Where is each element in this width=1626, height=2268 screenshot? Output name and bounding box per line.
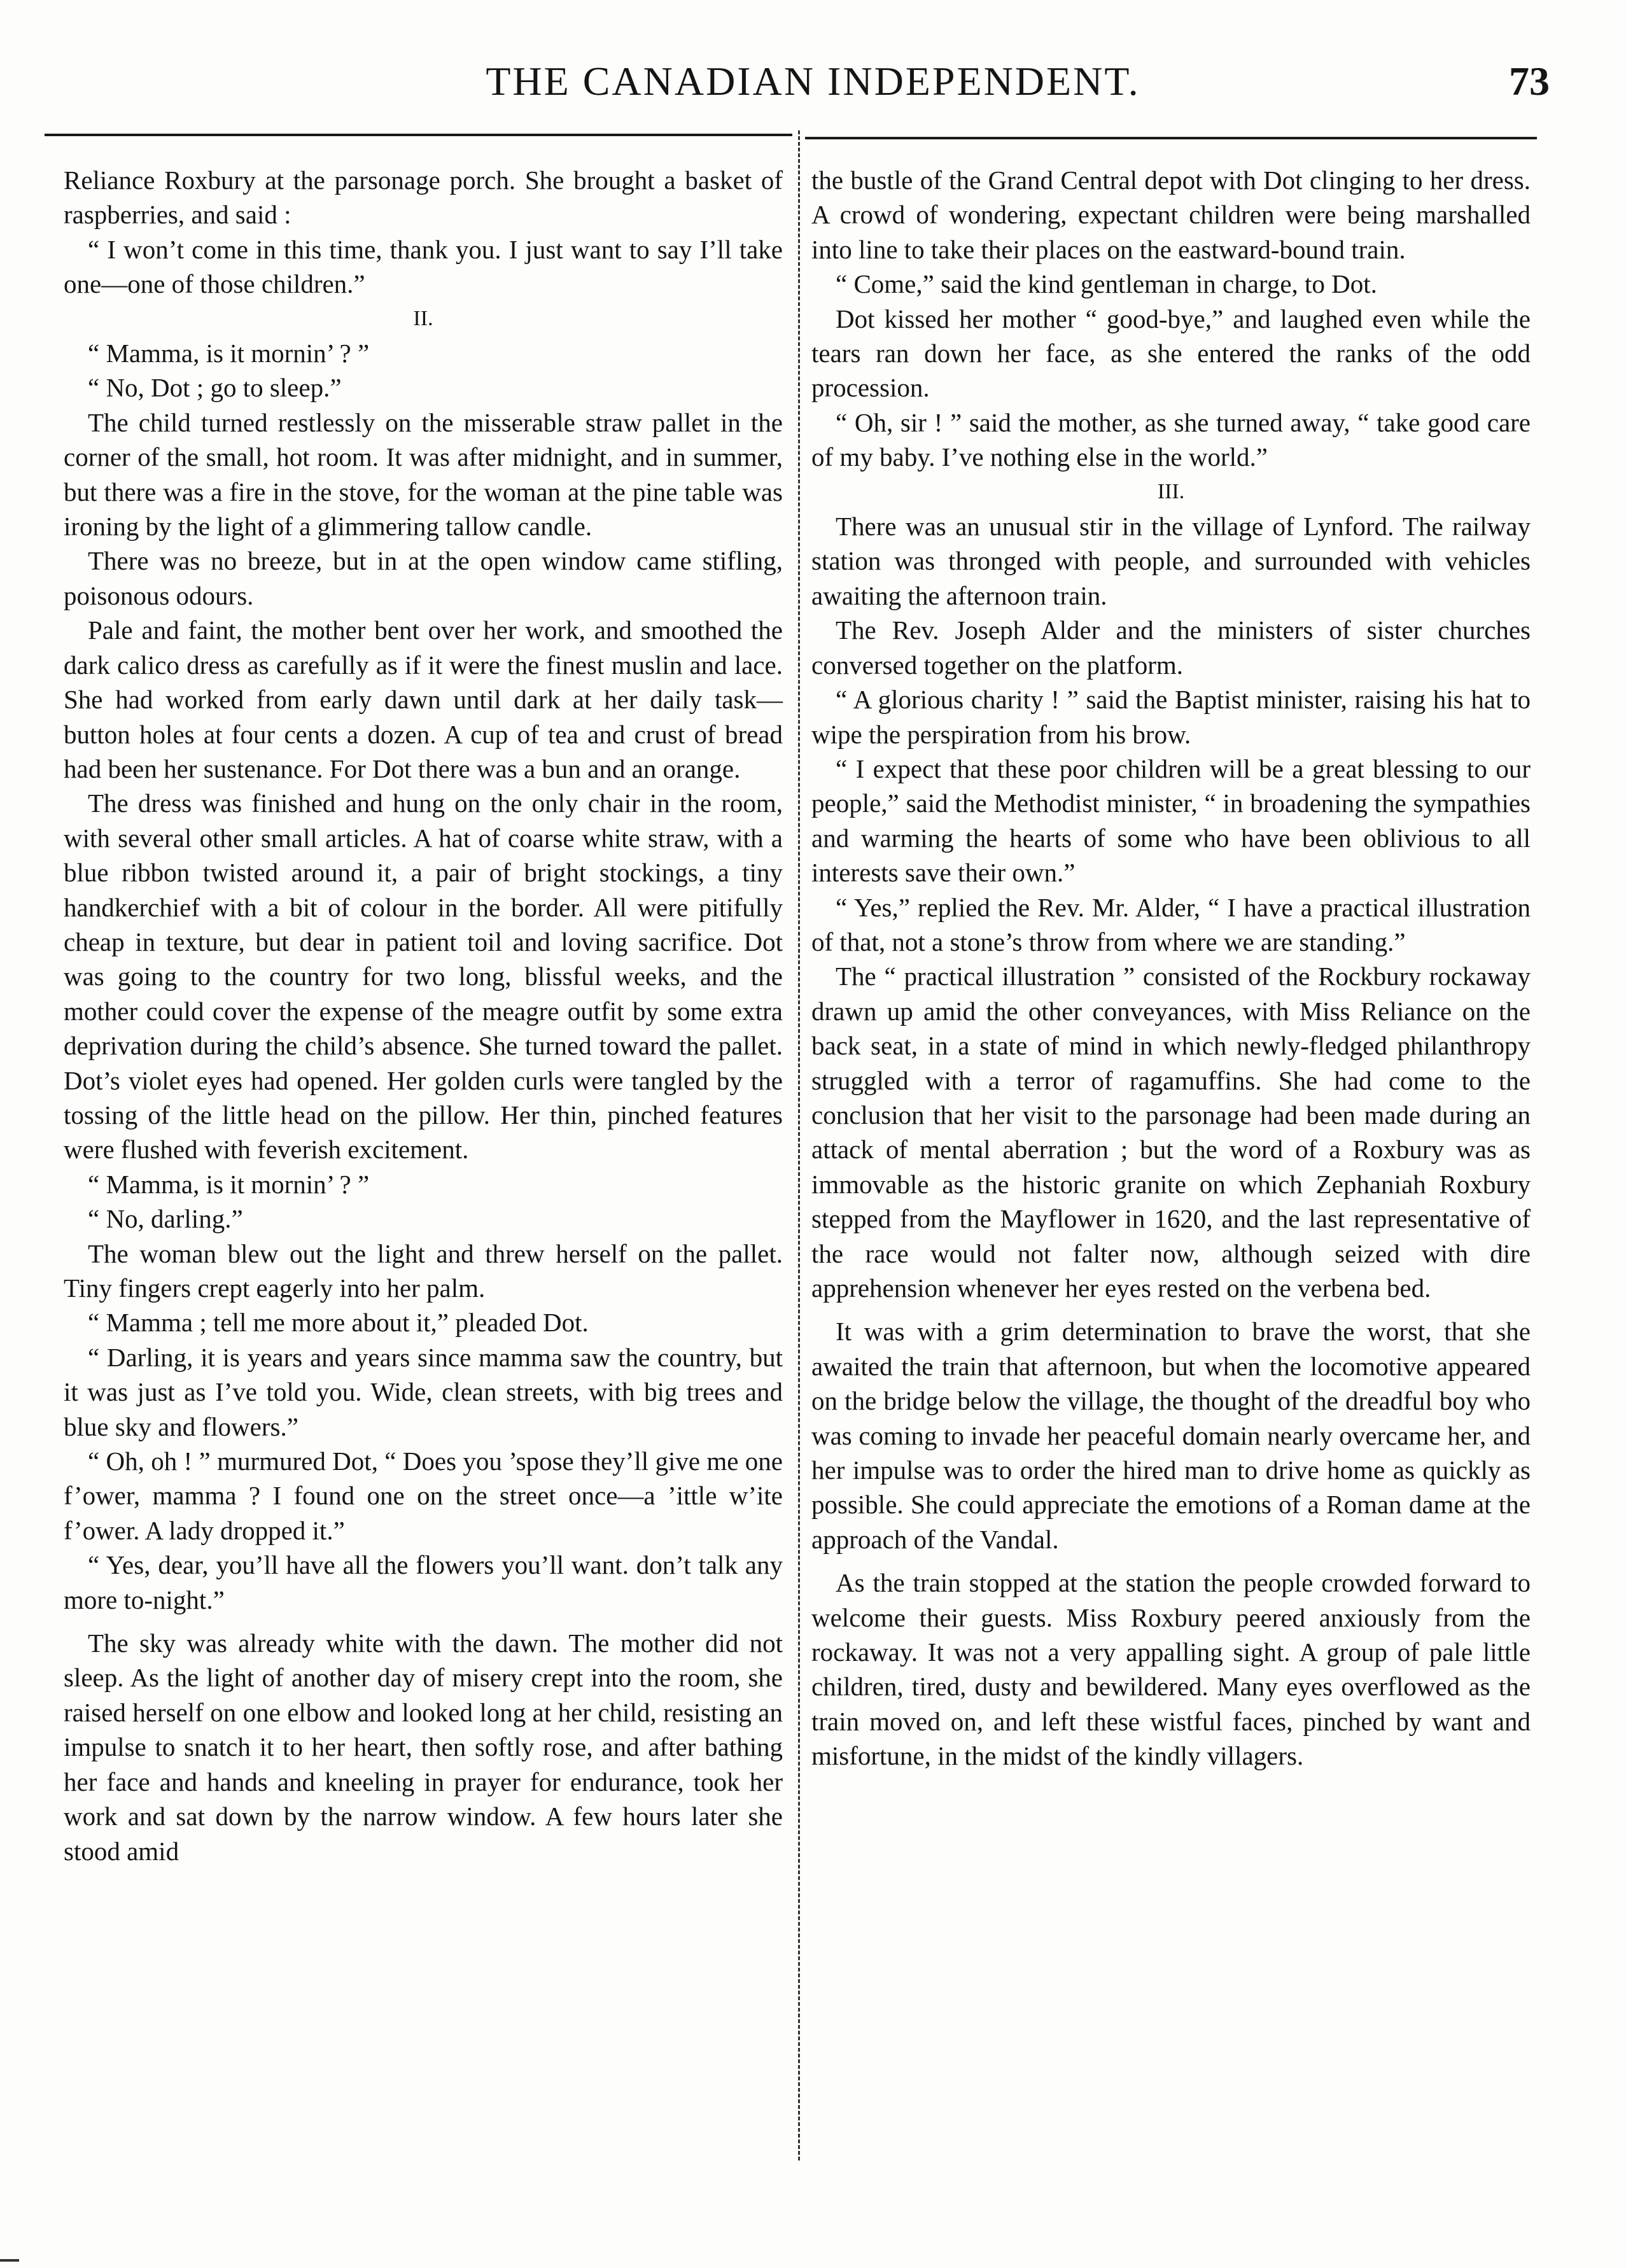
paragraph: “ Mamma, is it mornin’ ? ”: [88, 1169, 370, 1199]
paragraph: The Rev. Joseph Alder and the ministers of sister churches conversed together on the platform.: [811, 615, 1531, 680]
right-column: [811, 163, 1531, 1774]
paragraph: The sky was already white with the dawn. The mother did not sleep. As the light of another day of misery crept into the room, she raised herself on one elbow and looked long at her child, resisting an impulse to snatch it to her heart, then softly rose, and after bathing her face and hands and kneeling in prayer for endurance, took her work and sat down by the narrow window. A few hours later she stood amid: [64, 1628, 783, 1866]
paragraph: “ No, darling.”: [88, 1204, 243, 1234]
paragraph: “ A glorious charity ! ” said the Baptist minister, raising his hat to wipe the perspiration from his brow.: [811, 685, 1531, 749]
paragraph: The dress was finished and hung on the only chair in the room, with several other small articles. A hat of coarse white straw, with a blue ribbon twisted around it, a pair of bright stockings, a tiny handkerchief with a bit of colour in the border. All were pitifully cheap in texture, but dear in patient toil and loving sacrifice. Dot was going to the country for two long, blissful weeks, and the mother could cover the expense of the meagre outfit by some extra deprivation during the child’s absence. She turned toward the pallet. Dot’s violet eyes had opened. Her golden curls were tangled by the tossing of the little head on the pillow. Her thin, pinched features were flushed with feverish excitement.: [64, 788, 783, 1165]
paragraph: It was with a grim determination to brave the worst, that she awaited the train that afternoon, but when the locomotive appeared on the bridge below the village, the thought of the dreadful boy who was coming to invade her peaceful domain nearly overcame her, and her impulse was to order the hired man to drive home as quickly as possible. She could appreciate the emotions of a Roman dame at the approach of the Vandal.: [811, 1317, 1531, 1554]
header-rule-left: [45, 134, 792, 136]
column-divider: [798, 130, 800, 2160]
paragraph: “ No, Dot ; go to sleep.”: [88, 373, 342, 403]
paragraph: The woman blew out the light and threw herself on the pallet. Tiny fingers crept eagerly into her palm.: [64, 1238, 783, 1303]
section-number: II.: [413, 306, 433, 330]
paragraph: The child turned restlessly on the misserable straw pallet in the corner of the small, hot room. It was after midnight, and in summer, but there was a fire in the stove, for the woman at the pine table was ironing by the light of a glimmering tallow candle.: [64, 407, 783, 542]
header-rule-right: [805, 137, 1537, 139]
paragraph: “ I won’t come in this time, thank you. I just want to say I’ll take one—one of those children.”: [64, 234, 783, 299]
paragraph: Pale and faint, the mother bent over her work, and smoothed the dark calico dress as carefully as if it were the finest muslin and lace. She had worked from early dawn until dark at her daily task—button holes at four cents a dozen. A cup of tea and crust of bread had been her sustenance. For Dot there was a bun and an orange.: [64, 615, 783, 783]
paragraph: “ Come,” said the kind gentleman in charge, to Dot.: [836, 269, 1377, 299]
paragraph: “ Yes, dear, you’ll have all the flowers you’ll want. don’t talk any more to-night.”: [64, 1550, 783, 1614]
paragraph: “ Mamma, is it mornin’ ? ”: [88, 339, 370, 368]
paragraph: Reliance Roxbury at the parsonage porch. She brought a basket of raspberries, and said :: [64, 165, 783, 230]
paragraph: Dot kissed her mother “ good-bye,” and laughed even while the tears ran down her face, as she entered the ranks of the odd procession.: [811, 304, 1531, 403]
paragraph: the bustle of the Grand Central depot with Dot clinging to her dress. A crowd of wondering, expectant children were being marshalled into line to take their places on the eastward-bound train.: [811, 165, 1531, 264]
page-edge-mark: [0, 2259, 19, 2262]
paragraph: “ Yes,” replied the Rev. Mr. Alder, “ I have a practical illustration of that, not a stone’s throw from where we are standing.”: [811, 892, 1531, 956]
paragraph: There was an unusual stir in the village of Lynford. The railway station was thronged with people, and surrounded with vehicles awaiting the afternoon train.: [811, 512, 1531, 610]
paragraph: “ Mamma ; tell me more about it,” pleaded Dot.: [88, 1308, 589, 1338]
paragraph: “ Oh, sir ! ” said the mother, as she turned away, “ take good care of my baby. I’ve nothing else in the world.”: [811, 407, 1531, 472]
section-number: III.: [1157, 479, 1185, 503]
paragraph: As the train stopped at the station the people crowded forward to welcome their guests. Miss Roxbury peered anxiously from the rockaway. It was not a very appalling sight. A group of pale little children, tired, dusty and bewildered. Many eyes overflowed as the train moved on, and left these wistful faces, pinched by want and misfortune, in the midst of the kindly villagers.: [811, 1568, 1531, 1771]
paragraph: “ Darling, it is years and years since mamma saw the country, but it was just as I’ve told you. Wide, clean streets, with big trees and blue sky and flowers.”: [64, 1342, 783, 1441]
paragraph: “ Oh, oh ! ” murmured Dot, “ Does you ’spose they’ll give me one f’ower, mamma ? I found one on the street once—a ’ittle w’ite f’ower. A lady dropped it.”: [64, 1446, 783, 1545]
page-number: 73: [1509, 59, 1550, 104]
paragraph: The “ practical illustration ” consisted of the Rockbury rockaway drawn up amid the other conveyances, with Miss Reliance on the back seat, in a state of mind in which newly-fledged philanthropy struggled with a terror of ragamuffins. She had come to the conclusion that her visit to the parsonage had been made during an attack of mental aberration ; but the word of a Roxbury was as immovable as the historic granite on which Zephaniah Roxbury stepped from the Mayflower in 1620, and the last representative of the race would not falter now, although seized with dire apprehension whenever her eyes rested on the verbena bed.: [811, 962, 1531, 1303]
paragraph: “ I expect that these poor children will be a great blessing to our people,” said the Methodist minister, “ in broadening the sympathies and warming the hearts of some who have been oblivious to all interests save their own.”: [811, 753, 1531, 888]
left-column: [64, 163, 783, 1868]
running-header-title: THE CANADIAN INDEPENDENT.: [486, 59, 1140, 104]
paragraph: There was no breeze, but in at the open window came stifling, poisonous odours.: [64, 546, 783, 610]
